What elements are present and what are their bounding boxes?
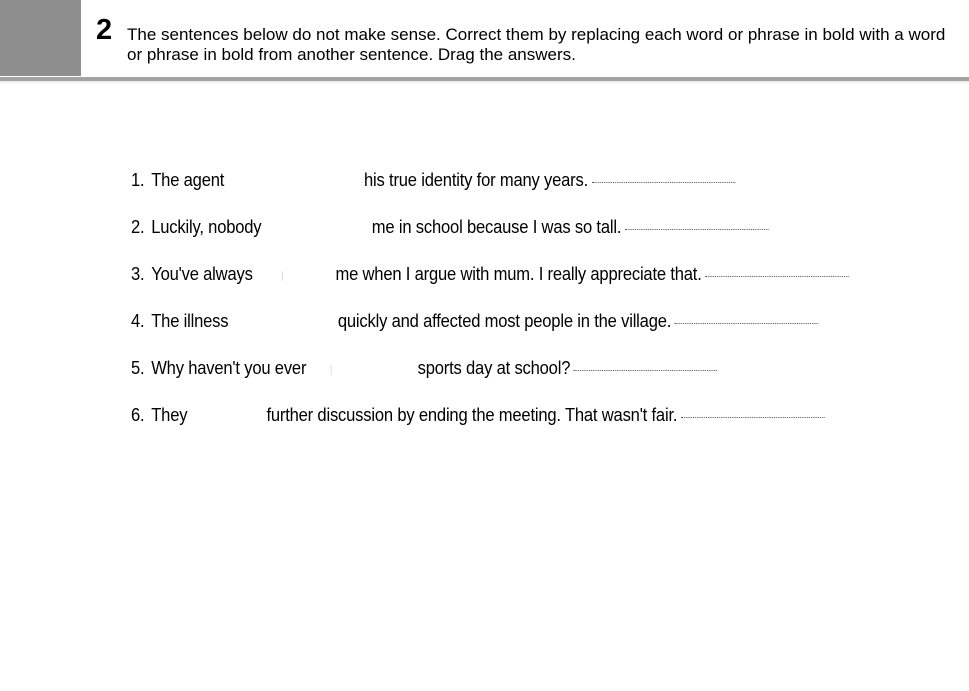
answer-line-6[interactable] (681, 417, 825, 418)
drop-target-marker (282, 271, 283, 281)
answer-line-1[interactable] (592, 182, 736, 183)
sentence-text-before: You've always (151, 264, 253, 284)
answer-line-4[interactable] (675, 323, 819, 324)
sentence-6 (131, 403, 824, 427)
sentence-number: 2. (131, 217, 145, 237)
sentence-1 (131, 168, 735, 192)
sentence-text-before: The agent (151, 170, 225, 190)
sentence-number: 1. (131, 170, 145, 190)
drop-target-4[interactable] (228, 312, 337, 332)
sentence-number: 3. (131, 264, 145, 284)
answer-line-5[interactable] (574, 370, 718, 371)
sentence-3 (131, 262, 849, 286)
sentence-text-before: Why haven't you ever (151, 358, 307, 378)
sentence-4 (131, 309, 818, 333)
sentence-text-before: Luckily, nobody (151, 217, 262, 237)
sentence-text-after: his true identity for many years. (364, 170, 589, 190)
drop-target-marker (330, 365, 331, 375)
sentence-text-after: quickly and affected most people in the village. (337, 311, 672, 331)
sentence-text-after: me when I argue with mum. I really appreciate that. (335, 264, 702, 284)
drop-target-5[interactable] (306, 359, 417, 379)
sentence-text-before: The illness (151, 311, 229, 331)
answer-line-2[interactable] (625, 229, 769, 230)
sentence-5 (131, 356, 717, 380)
exercise-number: 2 (96, 14, 113, 46)
drop-target-3[interactable] (253, 265, 336, 285)
sentence-number: 4. (131, 311, 145, 331)
sentence-text-after: further discussion by ending the meeting. That wasn't fair. (266, 405, 678, 425)
sentence-number: 6. (131, 405, 145, 425)
sentence-2 (131, 215, 768, 239)
sentence-text-after: sports day at school? (417, 358, 571, 378)
sentence-number: 5. (131, 358, 145, 378)
answer-line-3[interactable] (705, 276, 849, 277)
drop-target-2[interactable] (261, 218, 371, 238)
sentence-text-after: me in school because I was so tall. (371, 217, 622, 237)
sentence-text-before: They (151, 405, 188, 425)
exercise-instructions: The sentences below do not make sense. Correct them by replacing each word or phrase in bold with a word or phrase in bold from another sentence. Drag the answers. (127, 25, 946, 64)
drop-target-6[interactable] (187, 406, 266, 426)
drop-target-1[interactable] (224, 171, 364, 191)
